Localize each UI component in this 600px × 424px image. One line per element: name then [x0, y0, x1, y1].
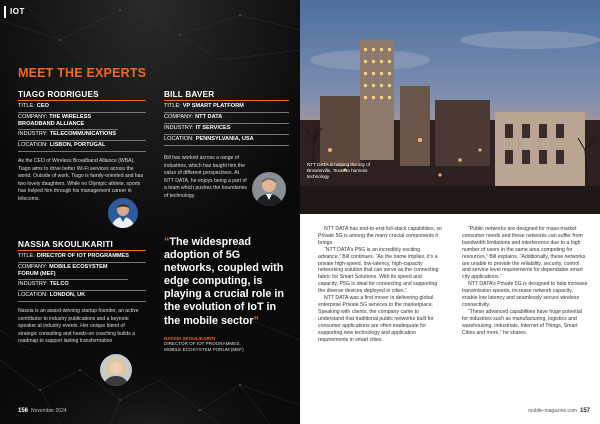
name-rule [164, 100, 289, 101]
expert-name: NASSIA SKOULIKARITI [18, 240, 113, 249]
site-url: mobile-magazine.com [528, 408, 577, 414]
quote-author: NASSIA SKOULIKARITI [164, 335, 216, 341]
expert-bio: Bill has worked across a range of industries, which has taught him the value of different perspectives. At NTT DATA, he enjoys being a part of a team which pushes the boundaries of technology. [164, 155, 247, 199]
paragraph: “Public networks are designed for mass-market consumer needs and these networks can suffer from bandwidth limitations and interference due to a high number of users in the same area competing for resources,” Bill explains. “Additionally, these networks are unable to provide the reliability, security, control and service level requirements for dependable smart city applications.” [462, 226, 586, 281]
section-marker [4, 6, 6, 18]
article-column-2 [462, 226, 588, 337]
quote-role-line2: MOBILE ECOSYSTEM FORUM (MEF) [164, 347, 244, 353]
expert-bio: As the CEO of Wireless Broadband Alliance (WBA), Tiago aims to drive better Wi-Fi services across the world. Outside of work, Tiago is family-oriented and has two lovely daughters. While no Olympic athlete, sports has helped him through his management career in telecoms. [18, 158, 144, 202]
paragraph: “These advanced capabilities have huge potential for industries such as manufacturing, logistics and warehousing, industrials, Internet of Things, Smart Cities and more,” he shares. [462, 308, 582, 336]
paragraph: NTT DATA was a first mover in delivering global enterprise Private 5G services to the marketplace. Speaking with clients, the company came to understand that traditional public networks built for consumer applications are often inadequate for supporting new technology and application requirements in smart cities. [318, 295, 434, 343]
expert-industry-field: INDUSTRY: TELECOMMUNICATIONS [18, 131, 146, 141]
issue-date: November 2024 [31, 408, 67, 414]
avatar-tiago [108, 198, 138, 228]
person-photo-icon [108, 198, 138, 228]
pull-quote [164, 236, 289, 353]
expert-industry-field: INDUSTRY: IT SERVICES [164, 125, 289, 135]
page-footer-left [18, 408, 67, 414]
page-footer-right [528, 408, 590, 414]
person-photo-icon [100, 354, 132, 386]
expert-company-field: COMPANY: THE WIRELESS BROADBAND ALLIANCE [18, 114, 118, 130]
expert-location-field: LOCATION: LISBON, PORTUGAL [18, 142, 146, 152]
person-photo-icon [252, 172, 286, 206]
expert-location-field: LOCATION: PENNSYLVANIA, USA [164, 136, 289, 146]
expert-title-field: TITLE: VP SMART PLATFORM [164, 103, 289, 113]
paragraph: NTT DATA’s Private 5G is designed to help increase transmission speeds, increase network capacity, enable low latency and seamlessly secure wireless connectivity. [462, 281, 588, 308]
paragraph: “NTT DATA’s P5G is an incredibly exciting advance,” Bill continues. “As the name implies, it’s a private high-speed, low-latency, high-capacity networking solution that can serve as the connecting fabric for Smart Solutions. With its speed and capacity, P5G is ideal for connecting and supporting the diverse devices deployed in cities.” [318, 246, 439, 295]
page-number: 156 [18, 408, 29, 414]
section-label: IOT [10, 7, 25, 16]
headline: MEET THE EXPERTS [18, 66, 147, 80]
expert-industry-field: INDUSTRY: TELCO [18, 281, 146, 291]
quote-role-line1: DIRECTOR OF IOT PROGRAMMES, [164, 341, 241, 347]
close-quote-mark: ” [253, 314, 259, 327]
expert-title-field: TITLE: DIRECTOR OF IOT PROGRAMMES [18, 253, 146, 263]
expert-company-field: COMPANY: NTT DATA [164, 114, 289, 124]
expert-title-field: TITLE: CEO [18, 103, 146, 113]
expert-location-field: LOCATION: LONDON, UK [18, 292, 146, 302]
expert-bio: Nassia is an award-winning startup founder, an active contributor to industry publications and a keynote speaker at industry events. Her unique blend of strategic consulting and hands-on coaching builds a roadmap to support lasting transformation [18, 308, 139, 344]
page-number: 157 [579, 408, 590, 414]
avatar-bill [252, 172, 286, 206]
paragraph: NTT DATA has end-to-end full-stack capabilities, so Private 5G is among the many crucial components it brings. [318, 226, 442, 246]
quote-attribution [164, 336, 289, 353]
expert-name: TIAGO RODRIGUES [18, 90, 99, 99]
avatar-nassia [100, 354, 132, 386]
name-rule [18, 250, 146, 251]
article-column-1 [318, 226, 442, 343]
right-page [300, 0, 600, 424]
expert-name: BILL BAVER [164, 90, 215, 99]
photo-caption: NTT DATA is helping the city of Brownsville, Texas to harness technology [307, 162, 371, 179]
pull-quote-text: “The widespread adoption of 5G networks, coupled with edge computing, is playing a crucial role in the evolution of IoT in the mobile sector” [164, 236, 285, 327]
name-rule [18, 100, 146, 101]
expert-company-field: COMPANY: MOBILE ECOSYSTEM FORUM (MEF) [18, 264, 128, 280]
open-quote-mark: “ [164, 236, 170, 248]
